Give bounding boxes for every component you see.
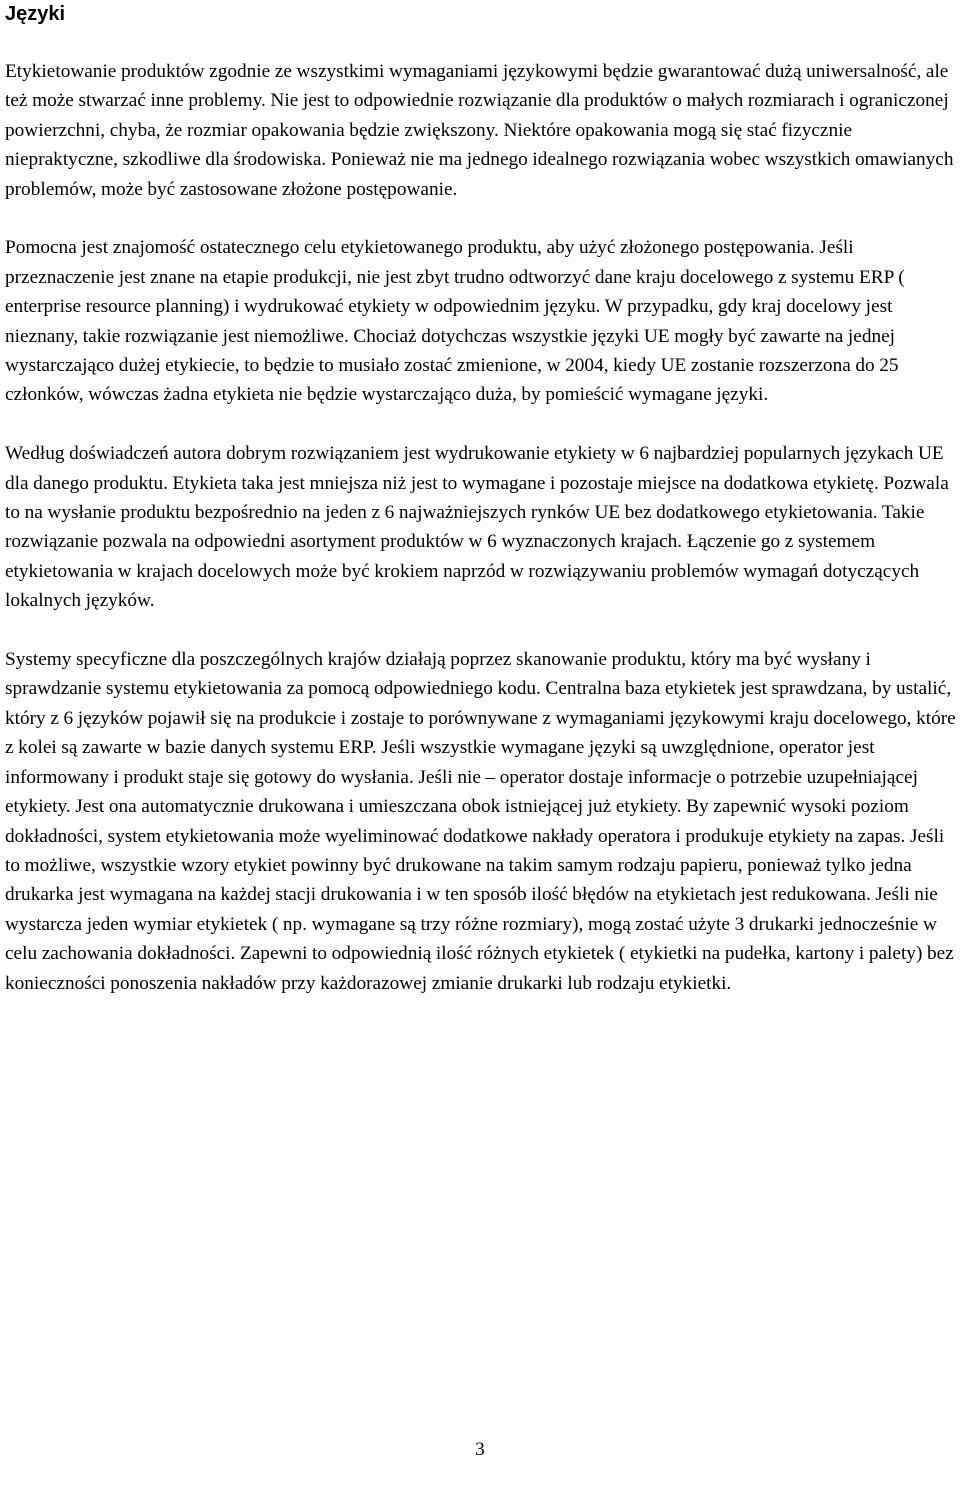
page-number: 3	[475, 1439, 485, 1460]
document-page	[5, 0, 960, 998]
section-heading: Języki	[5, 3, 66, 25]
paragraph: Etykietowanie produktów zgodnie ze wszystkimi wymaganiami językowymi będzie gwarantować dużą uniwersalność, ale też może stwarzać inne problemy. Nie jest to odpowiednie rozwiązanie dla produktów o małych rozmiarach i ograniczonej powierzchni, chyba, że rozmiar opakowania będzie zwiększony. Niektóre opakowania mogą się stać fizycznie niepraktyczne, szkodliwe dla środowiska. Ponieważ nie ma jednego idealnego rozwiązania wobec wszystkich omawianych problemów, może być zastosowane złożone postępowanie.	[5, 61, 954, 200]
paragraph: Systemy specyficzne dla poszczególnych krajów działają poprzez skanowanie produktu, który ma być wysłany i sprawdzanie systemu etykietowania za pomocą odpowiedniego kodu. Centralna baza etykietek jest sprawdzana, by ustalić, który z 6 języków pojawił się na produkcie i zostaje to porównywane z wymaganiami językowymi kraju docelowego, które z kolei są zawarte w bazie danych systemu ERP. Jeśli wszystkie wymagane języki są uwzględnione, operator jest informowany i produkt staje się gotowy do wysłania. Jeśli nie – operator dostaje informacje o potrzebie uzupełniającej etykiety. Jest ona automatycznie drukowana i umieszczana obok istniejącej już etykiety. By zapewnić wysoki poziom dokładności, system etykietowania może wyeliminować dodatkowe nakłady operatora i produkuje etykiety na zapas. Jeśli to możliwe, wszystkie wzory etykiet powinny być drukowane na takim samym rodzaju papieru, ponieważ tylko jedna drukarka jest wymagana na każdej stacji drukowania i w ten sposób ilość błędów na etykietach jest redukowana. Jeśli nie wystarcza jeden wymiar etykietek ( np. wymagane są trzy różne rozmiary), mogą zostać użyte 3 drukarki jednocześnie w celu zachowania dokładności. Zapewni to odpowiednią ilość różnych etykietek ( etykietki na pudełka, kartony i palety) bez konieczności ponoszenia nakładów przy każdorazowej zmianie drukarki lub rodzaju etykietki.	[5, 649, 956, 994]
paragraph: Pomocna jest znajomość ostatecznego celu etykietowanego produktu, aby użyć złożonego postępowania. Jeśli przeznaczenie jest znane na etapie produkcji, nie jest zbyt trudno odtworzyć dane kraju docelowego z systemu ERP ( enterprise resource planning) i wydrukować etykiety w odpowiednim języku. W przypadku, gdy kraj docelowy jest nieznany, takie rozwiązanie jest niemożliwe. Chociaż dotychczas wszystkie języki UE mogły być zawarte na jednej wystarczająco dużej etykiecie, to będzie to musiało zostać zmienione, w 2004, kiedy UE zostanie rozszerzona do 25 członków, wówczas żadna etykieta nie będzie wystarczająco duża, by pomieścić wymagane języki.	[5, 237, 905, 406]
paragraph: Według doświadczeń autora dobrym rozwiązaniem jest wydrukowanie etykiety w 6 najbardziej popularnych językach UE dla danego produktu. Etykieta taka jest mniejsza niż jest to wymagane i pozostaje miejsce na dodatkowa etykietę. Pozwala to na wysłanie produktu bezpośrednio na jeden z 6 najważniejszych rynków UE bez dodatkowego etykietowania. Takie rozwiązanie pozwala na odpowiedni asortyment produktów w 6 wyznaczonych krajach. Łączenie go z systemem etykietowania w krajach docelowych może być krokiem naprzód w rozwiązywaniu problemów wymagań dotyczących lokalnych języków.	[5, 443, 949, 612]
